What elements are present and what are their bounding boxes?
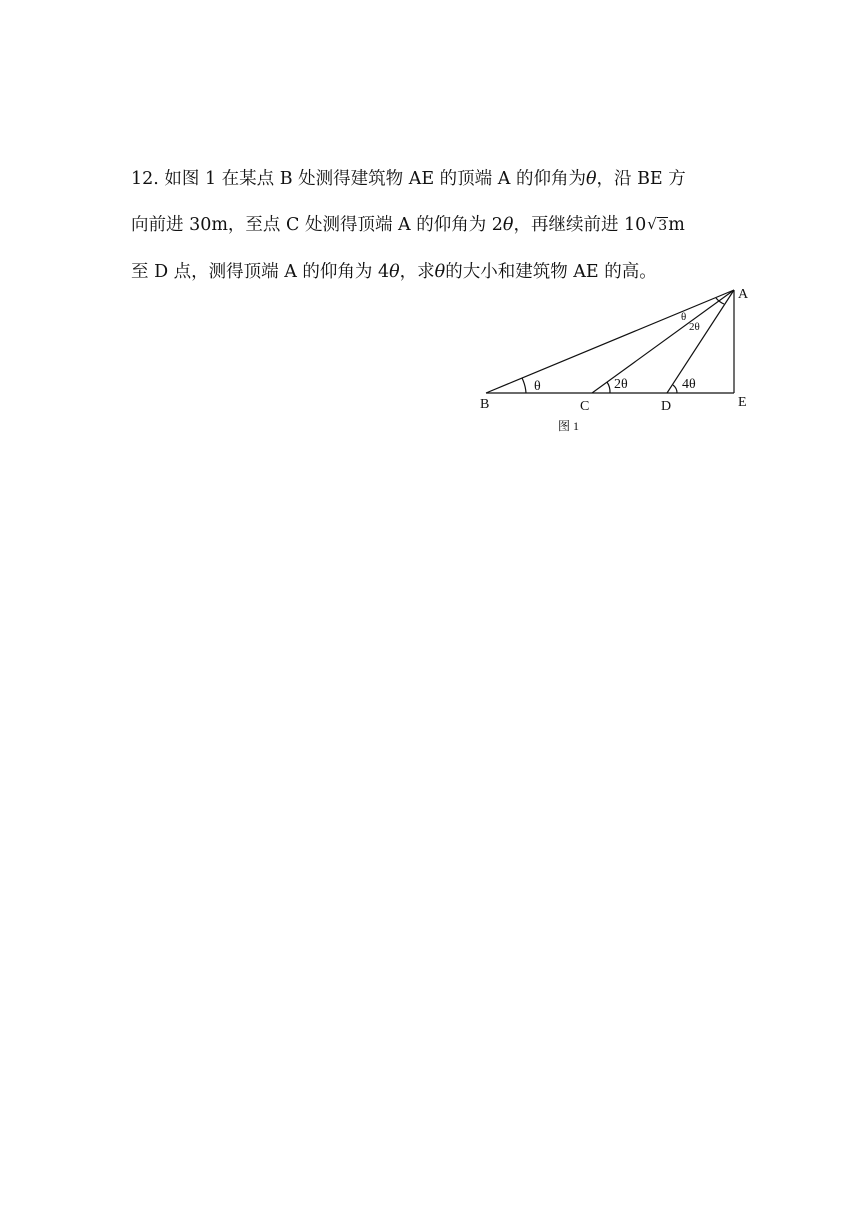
- angle-label-C: 2θ: [614, 377, 628, 392]
- angle-label-B: θ: [534, 379, 541, 394]
- angle-arc-B: [522, 378, 526, 393]
- problem-text-3b: ，求: [399, 262, 435, 282]
- problem-text-1-end: ，沿 BE 方: [596, 169, 686, 189]
- angle-label-A-1: θ: [681, 311, 687, 323]
- problem-line-2: [131, 202, 751, 249]
- sqrt-symbol: [648, 202, 668, 249]
- problem-text: [131, 156, 751, 295]
- problem-text-3a: 至 D 点，测得顶端 A 的仰角为 4: [131, 262, 390, 282]
- problem-text-2b: ，再继续前进 10: [513, 215, 647, 235]
- point-label-C: C: [580, 399, 590, 414]
- problem-line-1: [131, 156, 751, 202]
- angle-label-D: 4θ: [682, 377, 696, 392]
- angle-label-A-2: 2θ: [689, 321, 700, 333]
- sqrt-argument: 3: [658, 218, 668, 234]
- theta-symbol: θ: [585, 169, 597, 189]
- problem-text-3c: 的大小和建筑物 AE 的高。: [445, 262, 657, 282]
- problem-text-2a: 向前进 30m，至点 C 处测得顶端 A 的仰角为 2: [131, 215, 503, 235]
- theta-symbol: θ: [389, 262, 400, 282]
- angle-arc-C: [607, 382, 610, 393]
- theta-symbol: θ: [502, 215, 514, 235]
- geometry-figure: [470, 282, 760, 442]
- problem-text-1: 12. 如图 1 在某点 B 处测得建筑物 AE 的顶端 A 的仰角为: [131, 169, 586, 189]
- sight-line-AD: [667, 290, 734, 393]
- sight-line-AB: [486, 290, 734, 393]
- point-label-B: B: [480, 397, 490, 412]
- point-label-A: A: [738, 287, 749, 302]
- angle-arc-D: [673, 385, 677, 393]
- theta-symbol: θ: [434, 262, 446, 282]
- angle-arc-A: [716, 298, 724, 304]
- unit-meter: m: [668, 215, 685, 235]
- point-label-E: E: [738, 395, 747, 410]
- point-label-D: D: [661, 399, 672, 414]
- figure-caption: 图 1: [558, 419, 580, 433]
